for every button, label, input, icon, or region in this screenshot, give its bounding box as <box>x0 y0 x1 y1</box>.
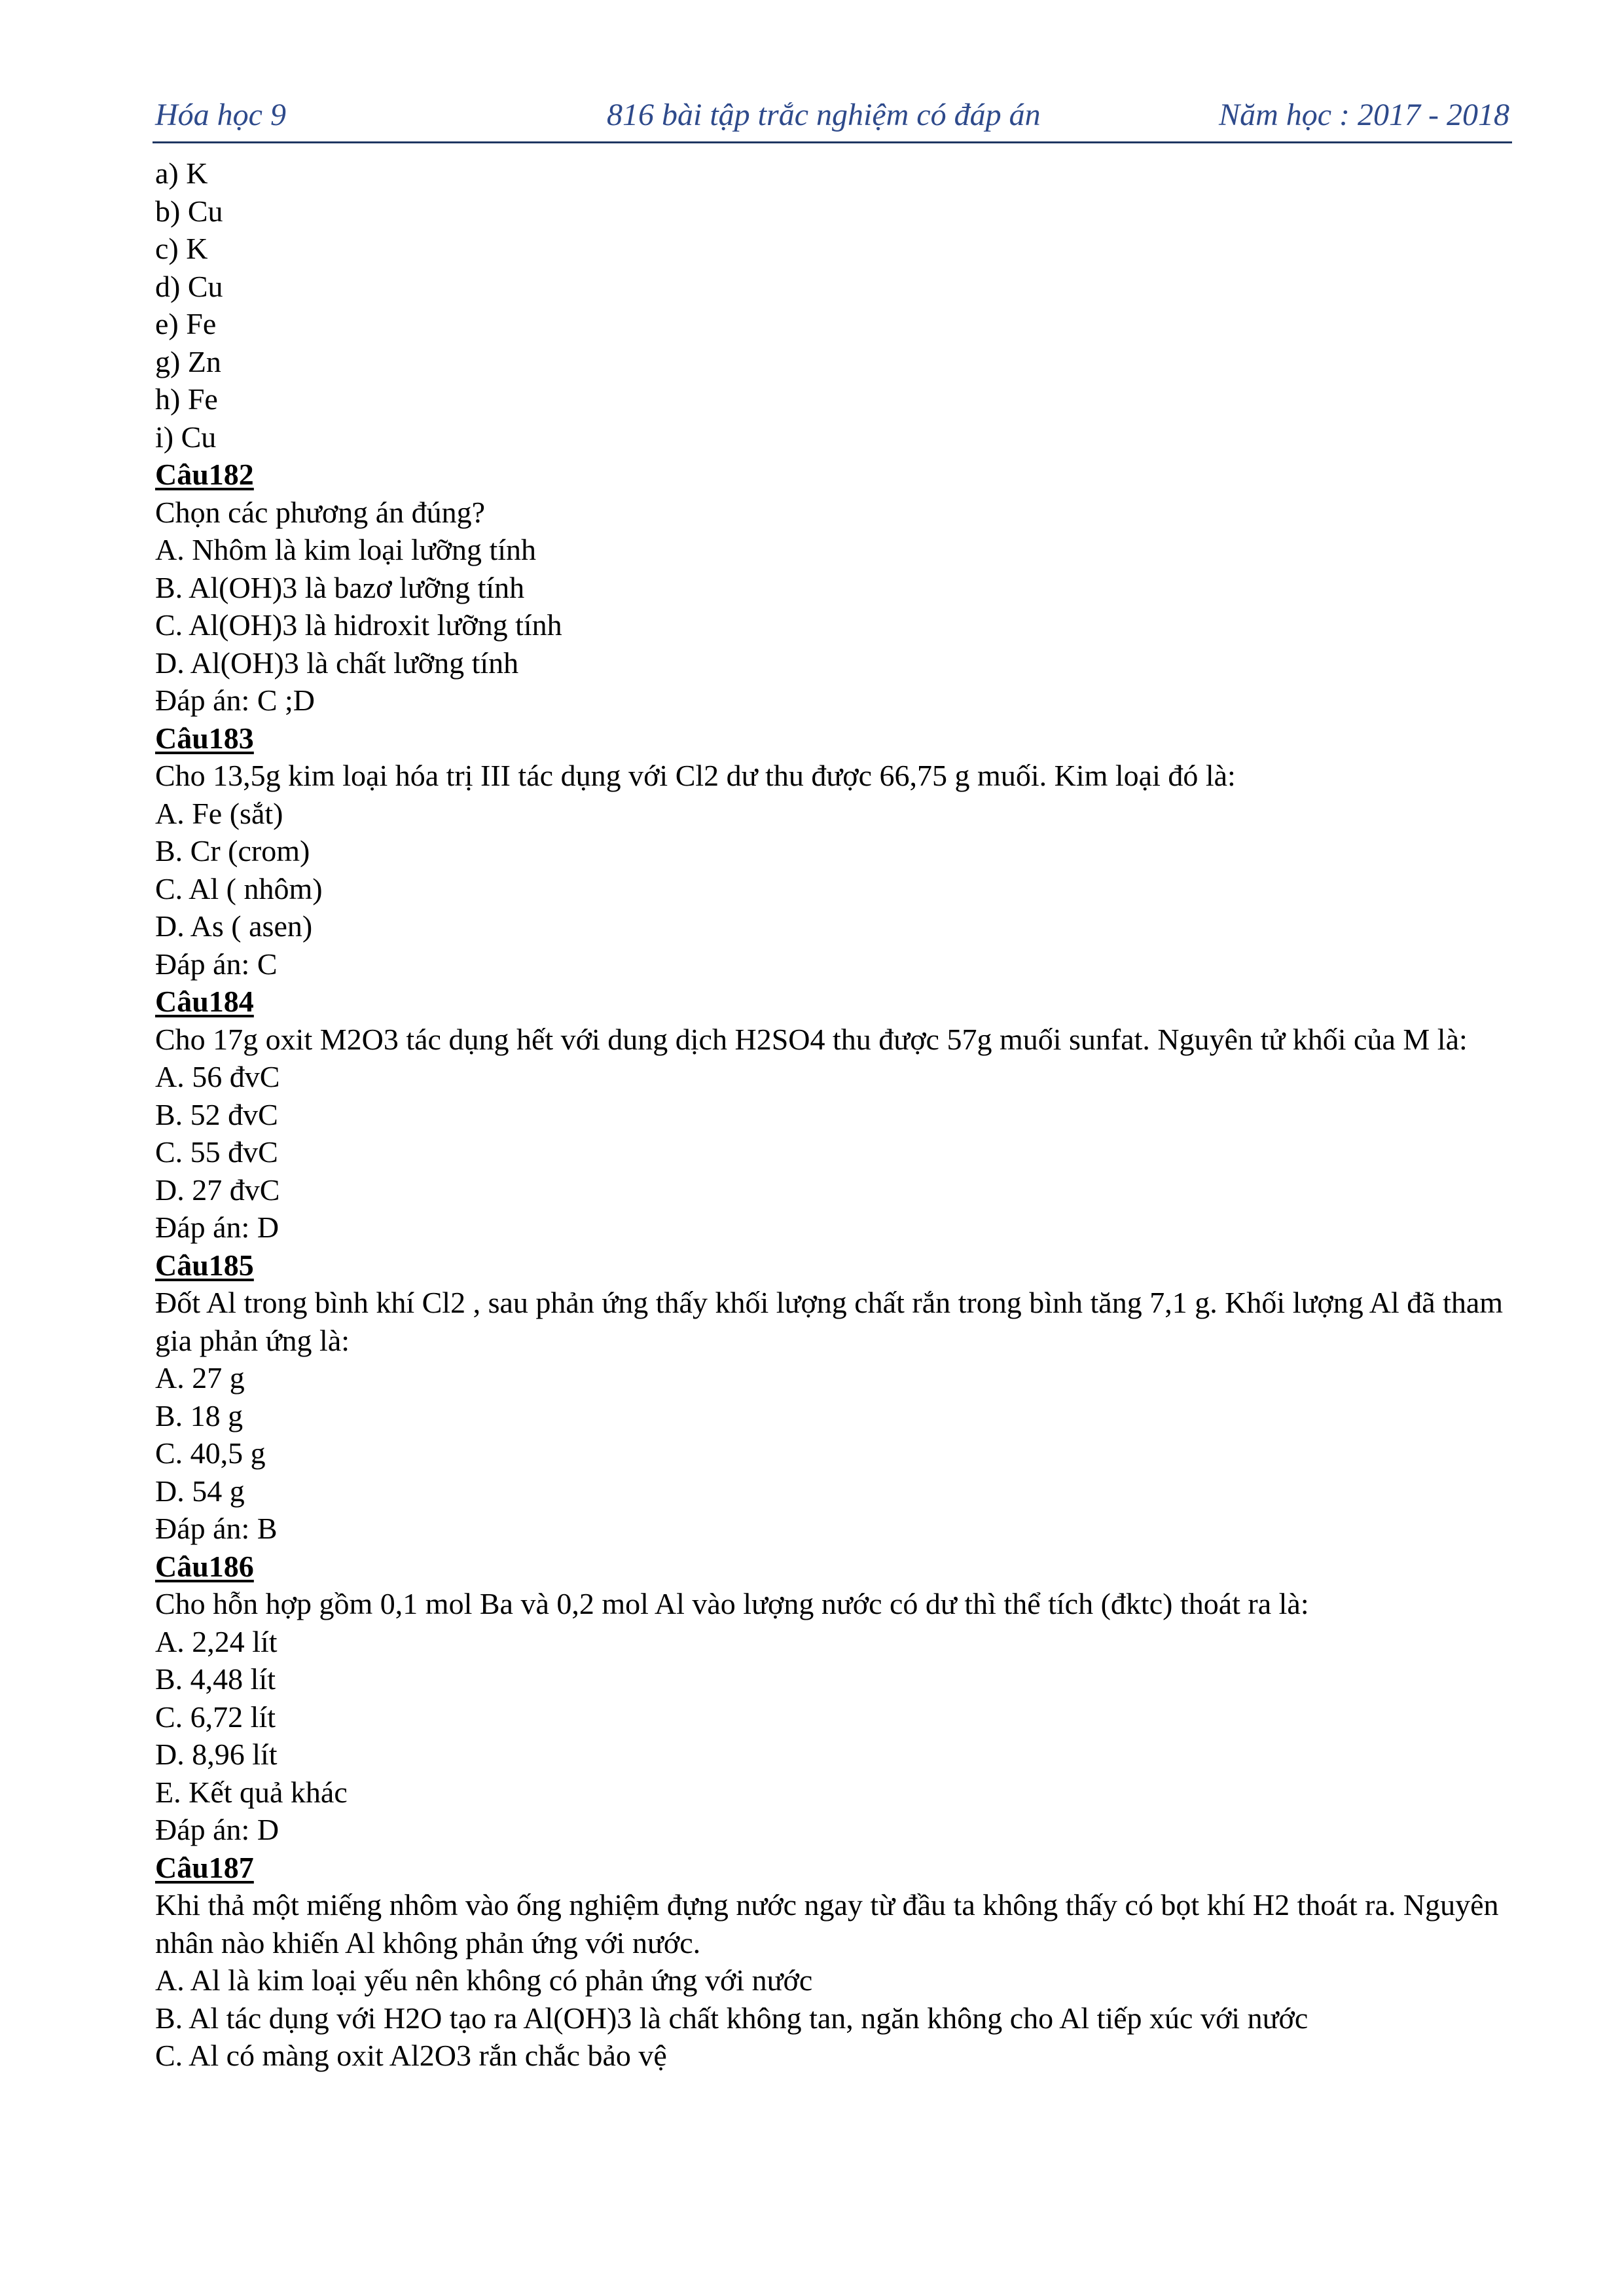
question-title: Câu186 <box>155 1549 254 1583</box>
list-item: i) Cu <box>155 420 217 454</box>
question-stem: Cho 17g oxit M2O3 tác dụng hết với dung dịch H2SO4 thu được 57g muối sunfat. Nguyên tử khối của M là: <box>155 1022 1468 1056</box>
question-186 <box>155 1548 1517 1849</box>
question-185 <box>155 1247 1517 1548</box>
previous-answers-list <box>155 155 1517 456</box>
question-stem: Cho 13,5g kim loại hóa trị III tác dụng với Cl2 dư thu được 66,75 g muối. Kim loại đó là: <box>155 759 1236 792</box>
question-stem: Khi thả một miếng nhôm vào ống nghiệm đựng nước ngay từ đầu ta không thấy có bọt khí H2 thoát ra. Nguyên nhân nào khiến Al không phản ứng với nước. <box>155 1888 1499 1959</box>
option-d: D. 54 g <box>155 1474 245 1508</box>
option-c: C. Al ( nhôm) <box>155 871 323 905</box>
question-title: Câu185 <box>155 1248 254 1282</box>
header-school-year: Năm học : 2017 - 2018 <box>1219 98 1509 132</box>
option-a: A. Nhôm là kim loại lưỡng tính <box>155 533 537 566</box>
option-c: C. Al(OH)3 là hidroxit lưỡng tính <box>155 608 562 642</box>
option-b: B. 52 đvC <box>155 1097 278 1131</box>
page-header <box>153 92 1512 143</box>
answer-line: Đáp án: D <box>155 1211 280 1244</box>
list-item: c) K <box>155 232 208 265</box>
option-a: A. 56 đvC <box>155 1060 280 1093</box>
option-b: B. Cr (crom) <box>155 834 310 867</box>
list-item: b) Cu <box>155 194 223 228</box>
option-b: B. Al(OH)3 là bazơ lưỡng tính <box>155 570 525 604</box>
option-c: C. 55 đvC <box>155 1135 278 1169</box>
answer-line: Đáp án: B <box>155 1512 278 1545</box>
option-b: B. 18 g <box>155 1398 244 1432</box>
header-book-title: 816 bài tập trắc nghiệm có đáp án <box>607 98 1041 132</box>
question-stem: Chọn các phương án đúng? <box>155 495 486 529</box>
option-d: D. 27 đvC <box>155 1173 280 1207</box>
option-c: C. 40,5 g <box>155 1436 266 1470</box>
option-b: B. 4,48 lít <box>155 1662 276 1696</box>
list-item: h) Fe <box>155 382 218 416</box>
list-item: g) Zn <box>155 344 221 378</box>
answer-line: Đáp án: D <box>155 1813 280 1846</box>
question-184 <box>155 983 1517 1247</box>
question-title: Câu182 <box>155 458 254 491</box>
header-subject: Hóa học 9 <box>155 98 286 132</box>
question-187 <box>155 1849 1517 2075</box>
option-b: B. Al tác dụng với H2O tạo ra Al(OH)3 là chất không tan, ngăn không cho Al tiếp xúc với nước <box>155 2001 1308 2035</box>
option-a: A. Al là kim loại yếu nên không có phản ứng với nước <box>155 1963 813 1997</box>
option-e: E. Kết quả khác <box>155 1775 348 1809</box>
question-stem: Đốt Al trong bình khí Cl2 , sau phản ứng thấy khối lượng chất rắn trong bình tăng 7,1 g. Khối lượng Al đã tham gia phản ứng là: <box>155 1286 1504 1357</box>
list-item: a) K <box>155 156 208 190</box>
list-item: d) Cu <box>155 269 223 303</box>
option-c: C. Al có màng oxit Al2O3 rắn chắc bảo vệ <box>155 2039 667 2072</box>
option-d: D. As ( asen) <box>155 909 313 943</box>
question-182 <box>155 456 1517 720</box>
question-183 <box>155 720 1517 983</box>
question-stem: Cho hỗn hợp gồm 0,1 mol Ba và 0,2 mol Al vào lượng nước có dư thì thể tích (đktc) thoát ra là: <box>155 1587 1309 1620</box>
answer-line: Đáp án: C ;D <box>155 683 316 717</box>
answer-line: Đáp án: C <box>155 947 278 981</box>
question-title: Câu187 <box>155 1850 254 1884</box>
question-title: Câu184 <box>155 985 254 1018</box>
question-title: Câu183 <box>155 721 254 755</box>
option-a: A. 2,24 lít <box>155 1624 278 1658</box>
option-c: C. 6,72 lít <box>155 1700 276 1734</box>
list-item: e) Fe <box>155 307 217 340</box>
option-d: D. Al(OH)3 là chất lưỡng tính <box>155 646 519 680</box>
document-body <box>155 155 1517 2075</box>
option-d: D. 8,96 lít <box>155 1738 278 1771</box>
option-a: A. 27 g <box>155 1361 245 1394</box>
option-a: A. Fe (sắt) <box>155 796 283 830</box>
